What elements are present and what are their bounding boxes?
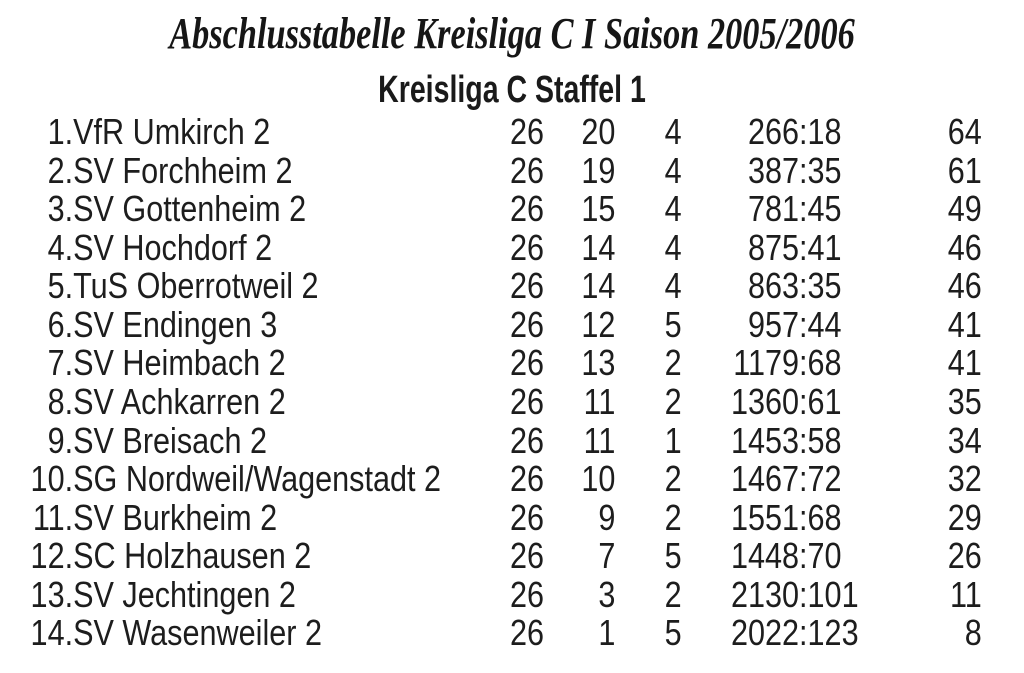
cell-draws: 4 bbox=[664, 188, 682, 230]
cell-goals: 57:44 bbox=[765, 303, 842, 345]
cell-draws: 1 bbox=[664, 419, 682, 461]
table-row bbox=[0, 152, 982, 191]
cell-points: 61 bbox=[947, 149, 982, 191]
cell-draws: 5 bbox=[664, 303, 682, 345]
cell-rank: 2. bbox=[47, 149, 74, 191]
cell-goals: 60:61 bbox=[765, 380, 842, 422]
cell-wins: 3 bbox=[598, 573, 616, 615]
cell-losses: 21 bbox=[730, 573, 765, 615]
cell-games: 26 bbox=[509, 188, 544, 230]
cell-losses: 11 bbox=[733, 342, 765, 384]
cell-losses: 2 bbox=[747, 111, 765, 152]
cell-draws: 4 bbox=[664, 111, 682, 152]
cell-draws: 2 bbox=[664, 380, 682, 422]
cell-points: 41 bbox=[947, 303, 982, 345]
cell-draws: 4 bbox=[664, 265, 682, 307]
cell-wins: 9 bbox=[598, 496, 616, 538]
cell-games: 26 bbox=[509, 496, 544, 538]
cell-rank: 10. bbox=[30, 458, 74, 500]
cell-points: 35 bbox=[947, 380, 982, 422]
cell-team: SC Holzhausen 2 bbox=[73, 535, 312, 577]
cell-team: SV Achkarren 2 bbox=[73, 380, 286, 422]
cell-games: 26 bbox=[509, 342, 544, 384]
standings-table-container bbox=[0, 113, 986, 653]
cell-team: SV Jechtingen 2 bbox=[73, 573, 296, 615]
cell-rank: 9. bbox=[47, 419, 74, 461]
cell-goals: 67:72 bbox=[765, 458, 842, 500]
cell-team: SV Gottenheim 2 bbox=[73, 188, 307, 230]
table-row bbox=[0, 229, 982, 268]
cell-losses: 14 bbox=[730, 419, 765, 461]
table-row bbox=[0, 614, 982, 653]
table-row bbox=[0, 306, 982, 345]
cell-team: SV Forchheim 2 bbox=[73, 149, 293, 191]
cell-losses: 8 bbox=[747, 226, 765, 268]
cell-goals: 75:41 bbox=[765, 226, 842, 268]
cell-rank: 8. bbox=[47, 380, 74, 422]
cell-team: VfR Umkirch 2 bbox=[73, 111, 271, 152]
standings-table bbox=[0, 113, 982, 653]
cell-rank: 11. bbox=[32, 496, 74, 538]
cell-losses: 7 bbox=[747, 188, 765, 230]
cell-losses: 14 bbox=[730, 535, 765, 577]
cell-games: 26 bbox=[509, 303, 544, 345]
cell-games: 26 bbox=[509, 149, 544, 191]
cell-games: 26 bbox=[509, 265, 544, 307]
cell-games: 26 bbox=[509, 458, 544, 500]
table-row bbox=[0, 267, 982, 306]
cell-goals: 30:101 bbox=[765, 573, 859, 615]
page-title: Abschlusstabelle Kreisliga C I Saison 2005/2006 bbox=[169, 9, 855, 58]
cell-team: SV Hochdorf 2 bbox=[73, 226, 273, 268]
cell-points: 34 bbox=[947, 419, 982, 461]
cell-team: TuS Oberrotweil 2 bbox=[73, 265, 319, 307]
cell-goals: 87:35 bbox=[765, 149, 842, 191]
cell-wins: 20 bbox=[581, 111, 616, 152]
cell-goals: 63:35 bbox=[765, 265, 842, 307]
table-row bbox=[0, 499, 982, 538]
cell-wins: 1 bbox=[598, 612, 616, 654]
cell-rank: 13. bbox=[30, 573, 74, 615]
cell-draws: 5 bbox=[664, 535, 682, 577]
cell-losses: 8 bbox=[747, 265, 765, 307]
table-row bbox=[0, 460, 982, 499]
cell-draws: 5 bbox=[664, 612, 682, 654]
cell-goals: 22:123 bbox=[765, 612, 859, 654]
cell-goals: 53:58 bbox=[765, 419, 842, 461]
cell-games: 26 bbox=[509, 380, 544, 422]
table-row bbox=[0, 383, 982, 422]
cell-games: 26 bbox=[509, 573, 544, 615]
cell-wins: 13 bbox=[581, 342, 616, 384]
cell-points: 29 bbox=[947, 496, 982, 538]
cell-team: SV Wasenweiler 2 bbox=[73, 612, 322, 654]
cell-goals: 66:18 bbox=[765, 111, 842, 152]
cell-team: SV Burkheim 2 bbox=[73, 496, 278, 538]
cell-goals: 81:45 bbox=[765, 188, 842, 230]
cell-team: SG Nordweil/Wagenstadt 2 bbox=[73, 458, 442, 500]
table-row bbox=[0, 537, 982, 576]
cell-points: 26 bbox=[947, 535, 982, 577]
cell-draws: 4 bbox=[664, 149, 682, 191]
cell-points: 49 bbox=[947, 188, 982, 230]
cell-games: 26 bbox=[509, 535, 544, 577]
cell-wins: 14 bbox=[581, 226, 616, 268]
cell-points: 11 bbox=[949, 573, 982, 615]
table-row bbox=[0, 113, 982, 152]
standings-body bbox=[0, 113, 982, 653]
cell-rank: 4. bbox=[47, 226, 74, 268]
cell-games: 26 bbox=[509, 226, 544, 268]
cell-rank: 12. bbox=[30, 535, 74, 577]
cell-points: 32 bbox=[947, 458, 982, 500]
cell-draws: 4 bbox=[664, 226, 682, 268]
cell-rank: 6. bbox=[47, 303, 74, 345]
cell-rank: 7. bbox=[47, 342, 74, 384]
cell-games: 26 bbox=[509, 419, 544, 461]
cell-rank: 14. bbox=[30, 612, 74, 654]
table-subtitle: Kreisliga C Staffel 1 bbox=[378, 69, 646, 111]
cell-points: 46 bbox=[947, 226, 982, 268]
cell-losses: 3 bbox=[747, 149, 765, 191]
cell-rank: 1. bbox=[47, 111, 74, 152]
cell-wins: 7 bbox=[598, 535, 616, 577]
table-row bbox=[0, 190, 982, 229]
cell-goals: 48:70 bbox=[765, 535, 842, 577]
cell-team: SV Breisach 2 bbox=[73, 419, 268, 461]
cell-points: 46 bbox=[947, 265, 982, 307]
cell-wins: 14 bbox=[581, 265, 616, 307]
table-row bbox=[0, 422, 982, 461]
cell-wins: 19 bbox=[581, 149, 616, 191]
table-row bbox=[0, 344, 982, 383]
cell-team: SV Endingen 3 bbox=[73, 303, 278, 345]
cell-draws: 2 bbox=[664, 573, 682, 615]
cell-rank: 5. bbox=[47, 265, 74, 307]
cell-points: 8 bbox=[964, 612, 982, 654]
cell-games: 26 bbox=[509, 111, 544, 152]
cell-losses: 14 bbox=[730, 458, 765, 500]
cell-points: 41 bbox=[947, 342, 982, 384]
cell-goals: 51:68 bbox=[765, 496, 842, 538]
cell-team: SV Heimbach 2 bbox=[73, 342, 286, 384]
cell-wins: 11 bbox=[583, 380, 616, 422]
cell-goals: 79:68 bbox=[765, 342, 842, 384]
cell-losses: 20 bbox=[730, 612, 765, 654]
cell-rank: 3. bbox=[47, 188, 74, 230]
cell-games: 26 bbox=[509, 612, 544, 654]
cell-wins: 12 bbox=[581, 303, 616, 345]
cell-points: 64 bbox=[947, 111, 982, 152]
cell-losses: 15 bbox=[730, 496, 765, 538]
cell-wins: 10 bbox=[581, 458, 616, 500]
cell-losses: 13 bbox=[730, 380, 765, 422]
table-row bbox=[0, 576, 982, 615]
cell-wins: 11 bbox=[583, 419, 616, 461]
cell-draws: 2 bbox=[664, 496, 682, 538]
cell-wins: 15 bbox=[581, 188, 616, 230]
cell-draws: 2 bbox=[664, 342, 682, 384]
cell-losses: 9 bbox=[747, 303, 765, 345]
cell-draws: 2 bbox=[664, 458, 682, 500]
